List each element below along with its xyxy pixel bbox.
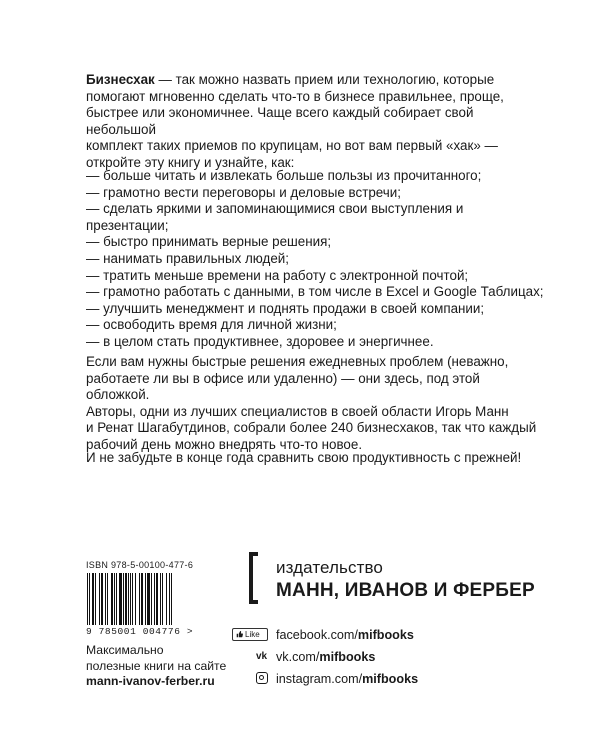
intro-line: быстрее или экономичнее. Чаще всего каждый собирает свой небольшой	[86, 105, 474, 137]
closing-paragraph: И не забудьте в конце года сравнить свою продуктивность с прежней!	[86, 450, 522, 465]
intro-paragraph	[86, 72, 546, 172]
thumbs-up-icon	[236, 631, 243, 638]
instagram-icon	[256, 672, 268, 684]
paragraph-line: рабочий день можно внедрять что-то новое.	[86, 436, 363, 452]
vk-url[interactable]: vk.com/mifbooks	[276, 650, 376, 664]
authors-paragraph	[86, 354, 546, 454]
list-item: — освободить время для личной жизни;	[86, 317, 337, 333]
intro-line: откройте эту книгу и узнайте, как:	[86, 154, 295, 170]
like-label: Like	[245, 630, 260, 639]
publisher-label: издательство	[276, 558, 383, 577]
list-item: — грамотно вести переговоры и деловые встречи;	[86, 184, 401, 200]
site-promo	[86, 643, 226, 690]
isbn-label: ISBN 978-5-00100-477-6	[86, 560, 194, 570]
barcode-digits: 9 785001 004776 >	[86, 626, 194, 637]
barcode-block	[86, 560, 216, 637]
intro-term: Бизнесхак	[86, 72, 155, 87]
site-url-link[interactable]: mann-ivanov-ferber.ru	[86, 674, 215, 688]
barcode-image	[86, 573, 214, 625]
benefits-list	[86, 168, 546, 351]
list-item: — улучшить менеджмент и поднять продажи в своей компании;	[86, 300, 485, 316]
facebook-like-icon	[232, 628, 268, 641]
list-item: — в целом стать продуктивнее, здоровее и энергичнее.	[86, 333, 434, 349]
paragraph-line: и Ренат Шагабутдинов, собрали более 240 бизнесхаков, так что каждый	[86, 420, 537, 436]
paragraph-line: Если вам нужны быстрые решения ежедневных проблем (неважно,	[86, 354, 509, 369]
list-item: — тратить меньше времени на работу с электронной почтой;	[86, 267, 469, 283]
instagram-url[interactable]: instagram.com/mifbooks	[276, 672, 419, 686]
bracket-icon	[249, 552, 258, 604]
site-line: Максимально	[86, 643, 164, 657]
list-item: — нанимать правильных людей;	[86, 250, 290, 266]
list-item: — грамотно работать с данными, в том числе в Excel и Google Таблицах;	[86, 284, 544, 300]
site-line: полезные книги на сайте	[86, 658, 227, 673]
list-item: — больше читать и извлекать больше пользы из прочитанного;	[86, 168, 482, 183]
list-item: — сделать яркими и запоминающимися свои выступления и презентации;	[86, 201, 464, 233]
paragraph-line: работаете ли вы в офисе или удаленно) — они здесь, под этой обложкой.	[86, 370, 480, 403]
intro-line: — так можно назвать прием или технологию, которые	[154, 72, 495, 87]
intro-line: помогают мгновенно сделать что-то в бизнесе правильнее, проще,	[86, 88, 504, 104]
vk-icon: vk	[256, 651, 268, 662]
list-item: — быстро принимать верные решения;	[86, 234, 332, 250]
paragraph-line: Авторы, одни из лучших специалистов в своей области Игорь Манн	[86, 403, 509, 419]
facebook-url[interactable]: facebook.com/mifbooks	[276, 628, 414, 642]
intro-line: комплект таких приемов по крупицам, но вот вам первый «хак» —	[86, 138, 498, 154]
publisher-name: МАНН, ИВАНОВ И ФЕРБЕР	[276, 580, 535, 601]
